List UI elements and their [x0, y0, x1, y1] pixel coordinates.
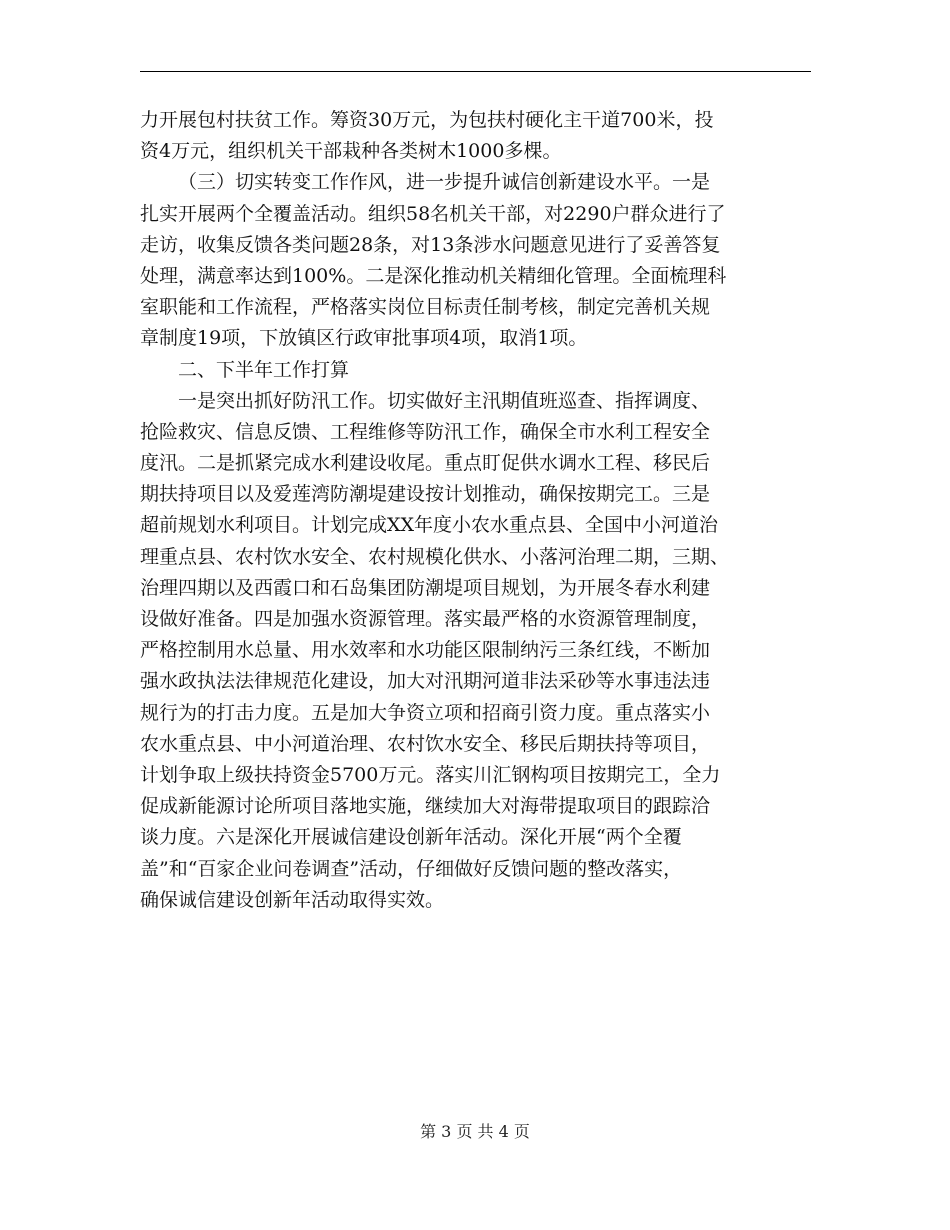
text-line: 理重点县、农村饮水安全、农村规模化供水、小落河治理二期，三期、 — [140, 545, 730, 568]
text-line: 章制度19项，下放镇区行政审批事项4项，取消1项。 — [140, 327, 588, 350]
text-line: 期扶持项目以及爱莲湾防潮堤建设按计划推动，确保按期完工。三是 — [140, 483, 711, 506]
text-line: 一是突出抓好防汛工作。切实做好主汛期值班巡查、指挥调度、 — [178, 389, 711, 412]
text-line: 度汛。二是抓紧完成水利建设收尾。重点盯促供水调水工程、移民后 — [140, 452, 711, 475]
text-line: 农水重点县、中小河道治理、农村饮水安全、移民后期扶持等项目， — [140, 732, 711, 755]
text-line: 超前规划水利项目。计划完成XX年度小农水重点县、全国中小河道治 — [140, 514, 719, 537]
text-line: 扎实开展两个全覆盖活动。组织58名机关干部，对2290户群众进行了 — [140, 202, 726, 225]
text-line: （三）切实转变工作作风，进一步提升诚信创新建设水平。一是 — [178, 171, 711, 194]
text-line: 盖”和“百家企业问卷调查”活动，仔细做好反馈问题的整改落实， — [140, 857, 683, 880]
text-line: 抢险救灾、信息反馈、工程维修等防汛工作，确保全市水利工程安全 — [140, 420, 711, 443]
text-line: 治理四期以及西霞口和石岛集团防潮堤项目规划，为开展冬春水利建 — [140, 576, 711, 599]
text-line: 谈力度。六是深化开展诚信建设创新年活动。深化开展“两个全覆 — [140, 826, 682, 849]
text-line: 确保诚信建设创新年活动取得实效。 — [140, 888, 445, 911]
text-line: 设做好准备。四是加强水资源管理。落实最严格的水资源管理制度， — [140, 608, 711, 630]
text-line: 强水政执法法律规范化建设，加大对汛期河道非法采砂等水事违法违 — [140, 670, 711, 693]
page-number: 第 3 页 共 4 页 — [420, 1122, 530, 1141]
text-line: 资4万元，组织机关干部栽种各类树木1000多棵。 — [140, 140, 562, 163]
text-line: 处理，满意率达到100%。二是深化推动机关精细化管理。全面梳理科 — [140, 264, 727, 287]
text-line: 走访，收集反馈各类问题28条，对13条涉水问题意见进行了妥善答复 — [140, 233, 721, 256]
text-line: 室职能和工作流程，严格落实岗位目标责任制考核，制定完善机关规 — [140, 296, 711, 319]
text-line: 计划争取上级扶持资金5700万元。落实川汇钢构项目按期完工，全力 — [140, 763, 721, 786]
text-line: 力开展包村扶贫工作。筹资30万元，为包扶村硬化主干道700米，投 — [140, 109, 714, 131]
text-line: 促成新能源讨论所项目落地实施，继续加大对海带提取项目的跟踪洽 — [140, 795, 711, 818]
header-rule — [140, 71, 811, 72]
text-line: 规行为的打击力度。五是加大争资立项和招商引资力度。重点落实小 — [140, 701, 711, 724]
document-body — [140, 105, 812, 916]
text-line: 严格控制用水总量、用水效率和水功能区限制纳污三条红线，不断加 — [140, 639, 711, 662]
text-line: 二、下半年工作打算 — [178, 358, 350, 381]
